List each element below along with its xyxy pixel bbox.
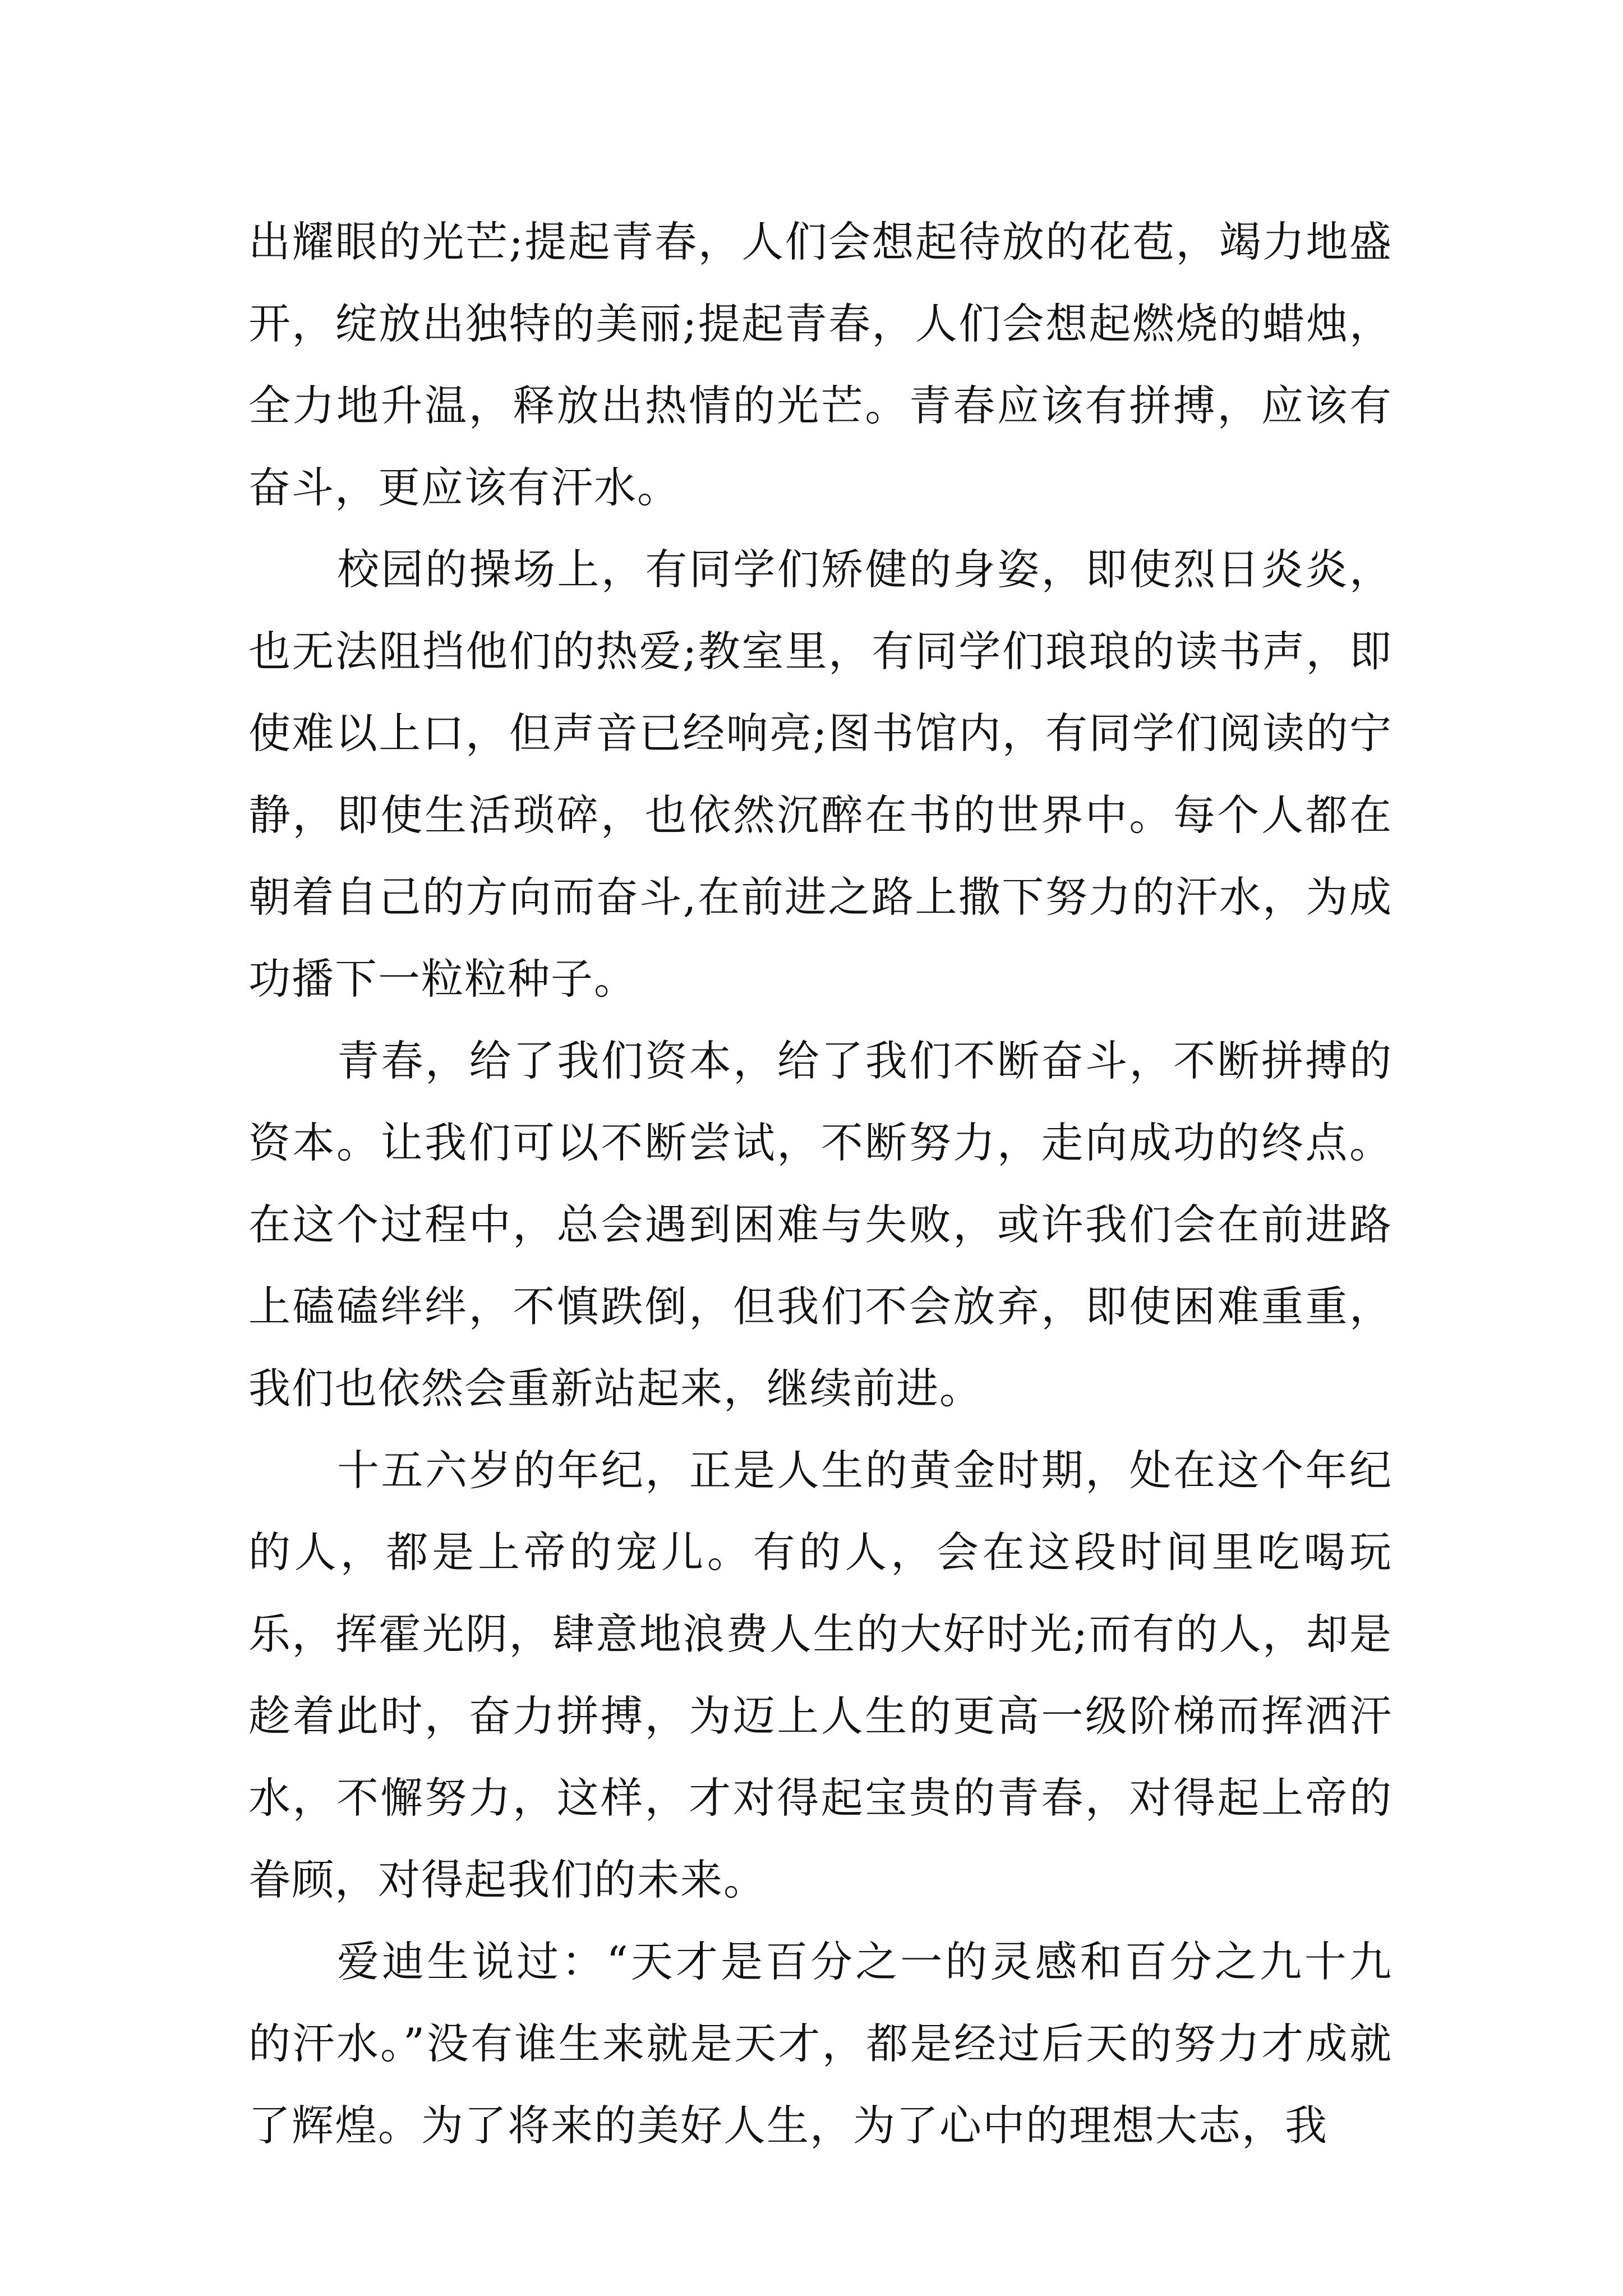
paragraph-4: 十五六岁的年纪，正是人生的黄金时期，处在这个年纪的人，都是上帝的宠儿。有的人，会在这段时间里吃喝玩乐，挥霍光阴，肆意地浪费人生的大好时光;而有的人，却是趁着此时，奋力拼搏，为迈上人生的更高一级阶梯而挥洒汗水，不懈努力，这样，才对得起宝贵的青春，对得起上帝的眷顾，对得起我们的未来。 [248,1446,1393,1904]
paragraph-5: 爱迪生说过：“天才是百分之一的灵感和百分之九十九的汗水。”没有谁生来就是天才，都是经过后天的努力才成就了辉煌。为了将来的美好人生，为了心中的理想大志，我 [248,1937,1393,2150]
paragraph-2: 校园的操场上，有同学们矫健的身姿，即使烈日炎炎，也无法阻挡他们的热爱;教室里，有同学们琅琅的读书声，即使难以上口，但声音已经响亮;图书馆内，有同学们阅读的宁静，即使生活琐碎，也依然沉醉在书的世界中。每个人都在朝着自己的方向而奋斗,在前进之路上撒下努力的汗水，为成功播下一粒粒种子。 [248,545,1393,1004]
paragraph-3: 青春，给了我们资本，给了我们不断奋斗，不断拼搏的资本。让我们可以不断尝试，不断努力，走向成功的终点。在这个过程中，总会遇到困难与失败，或许我们会在前进路上磕磕绊绊，不慎跌倒，但我们不会放弃，即使困难重重，我们也依然会重新站起来，继续前进。 [248,1036,1393,1413]
body-text [248,201,1393,2166]
paragraph-1: 出耀眼的光芒;提起青春，人们会想起待放的花苞，竭力地盛开，绽放出独特的美丽;提起青春，人们会想起燃烧的蜡烛，全力地升温，释放出热情的光芒。青春应该有拼搏，应该有奋斗，更应该有汗水。 [248,217,1393,512]
